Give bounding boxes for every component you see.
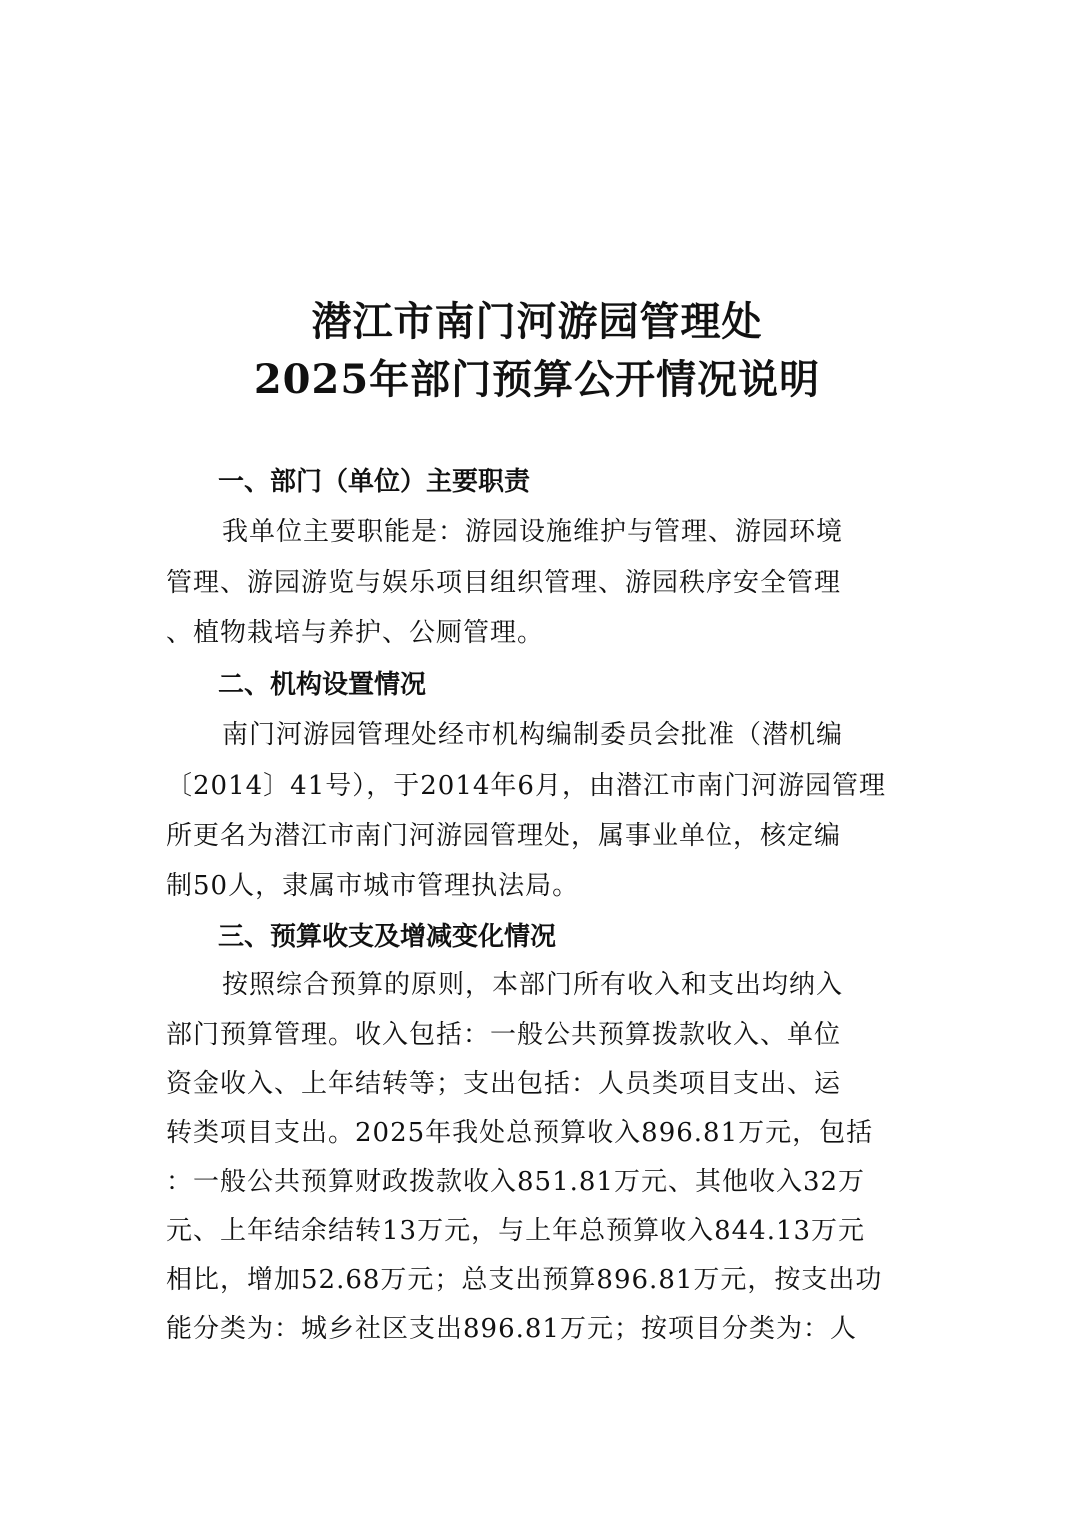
- paragraph-line: ：一般公共预算财政拨款收入851.81万元、其他收入32万: [166, 1167, 866, 1197]
- section-heading-organization: 二、机构设置情况: [218, 670, 427, 700]
- paragraph-line: 资金收入、上年结转等；支出包括：人员类项目支出、运: [166, 1069, 842, 1099]
- document-title-line-2: 2025年部门预算公开情况说明: [253, 356, 821, 403]
- paragraph-line: 部门预算管理。收入包括：一般公共预算拨款收入、单位: [166, 1020, 842, 1050]
- paragraph-line: 能分类为：城乡社区支出896.81万元；按项目分类为：人: [166, 1314, 857, 1344]
- document-title-line-1: 潜江市南门河游园管理处: [311, 298, 763, 345]
- paragraph-line: 、植物栽培与养护、公厕管理。: [166, 618, 545, 648]
- section-heading-duties: 一、部门（单位）主要职责: [218, 467, 531, 497]
- paragraph-line: 转类项目支出。2025年我处总预算收入896.81万元，包括: [166, 1118, 874, 1148]
- paragraph-line: 按照综合预算的原则，本部门所有收入和支出均纳入: [222, 970, 844, 1000]
- paragraph-line: 我单位主要职能是：游园设施维护与管理、游园环境: [222, 517, 844, 547]
- paragraph-line: 制50人，隶属市城市管理执法局。: [166, 871, 580, 901]
- paragraph-line: 管理、游园游览与娱乐项目组织管理、游园秩序安全管理: [166, 568, 842, 598]
- paragraph-line: 所更名为潜江市南门河游园管理处，属事业单位，核定编: [166, 821, 842, 851]
- section-heading-budget: 三、预算收支及增减变化情况: [218, 922, 557, 952]
- paragraph-line: 元、上年结余结转13万元，与上年总预算收入844.13万元: [166, 1216, 866, 1246]
- paragraph-line: 南门河游园管理处经市机构编制委员会批准（潜机编: [222, 720, 844, 750]
- paragraph-line: 〔2014〕41号），于2014年6月，由潜江市南门河游园管理: [166, 771, 886, 801]
- paragraph-line: 相比，增加52.68万元；总支出预算896.81万元，按支出功: [166, 1265, 883, 1295]
